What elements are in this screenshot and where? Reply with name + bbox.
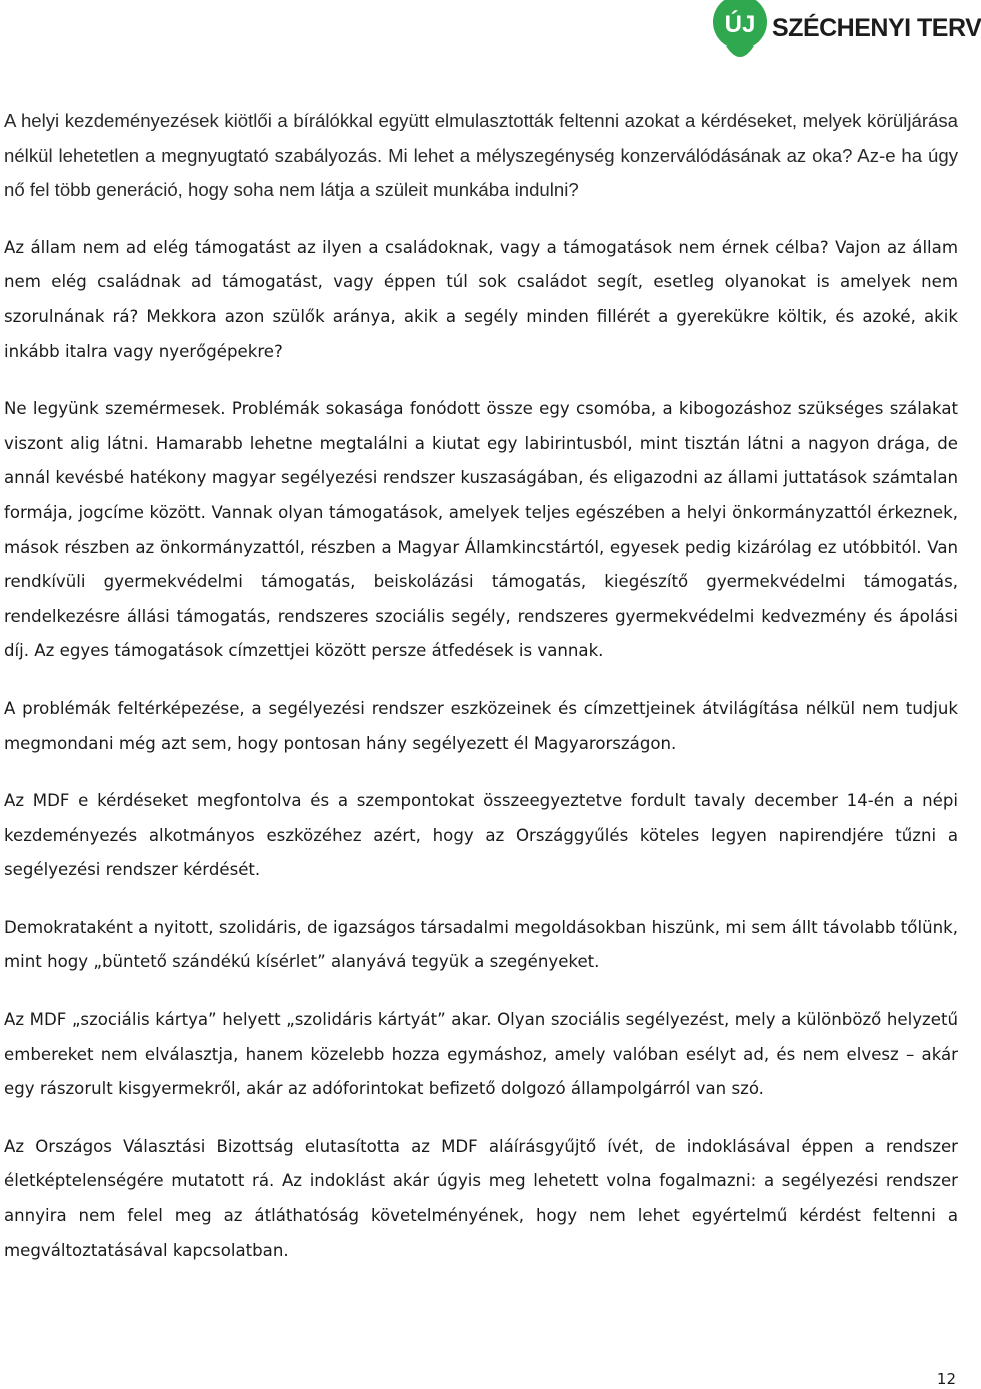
- page-number: 12: [936, 1370, 956, 1388]
- paragraph-2: Az állam nem ad elég támogatást az ilyen a családoknak, vagy a támogatások nem érnek célba? Vajon az állam nem elég családnak ad támogatást, vagy éppen túl sok családot segít, esetleg olyanokat is amelyek nem szorulnának rá? Mekkora azon szülők aránya, akik a segély minden fillérét a gyerekükre költik, és azoké, akik inkább italra vagy nyerőgépekre?: [4, 237, 958, 361]
- logo-text: SZÉCHENYI TERV: [772, 14, 981, 42]
- paragraph-8: Az Országos Választási Bizottság elutasította az MDF aláírásgyűjtő ívét, de indoklásával éppen a rendszer életképtelenségére mutatott rá. Az indoklást akár úgyis meg lehetett volna fogalmazni: a segélyezési rendszer annyira nem felel meg az átláthatóság követelményének, hogy nem lehet egyértelmű kérdést feltenni a megváltoztatásával kapcsolatban.: [4, 1136, 958, 1260]
- paragraph-6: Demokrataként a nyitott, szolidáris, de igazságos társadalmi megoldásokban hiszünk, mi sem állt távolabb tőlünk, mint hogy „büntető szándékú kísérlet” alanyává tegyük a szegényeket.: [4, 917, 958, 972]
- paragraph-3: Ne legyünk szemérmesek. Problémák sokasága fonódott össze egy csomóba, a kibogozáshoz szükséges szálakat viszont alig látni. Hamarabb lehetne megtalálni a kiutat egy labirintusból, mint tisztán látni a nagyon drága, de annál kevésbé hatékony magyar segélyezési rendszer kuszaságában, és eligazodni az állami juttatások számtalan formája, jogcíme között. Vannak olyan támogatások, amelyek teljes egészében a helyi önkormányzattól érkeznek, mások részben az önkormányzattól, részben a Magyar Államkincstártól, egyesek pedig kizárólag ez utóbbitól. Van rendkívüli gyermekvédelmi támogatás, beiskolázási támogatás, kiegészítő gyermekvédelmi támogatás, rendelkezésre állási támogatás, rendszeres szociális segély, rendszeres gyermekvédelmi kedvezmény és ápolási díj. Az egyes támogatások címzettjei között persze átfedések is vannak.: [4, 399, 958, 661]
- uj-logo-badge-icon: [712, 0, 768, 68]
- szechenyi-terv-logo: [712, 0, 981, 76]
- logo-prefix: ÚJ: [724, 11, 756, 38]
- paragraph-1: A helyi kezdeményezések kiötlői a bírálókkal együtt elmulasztották feltenni azokat a kérdéseket, melyek körüljárása nélkül lehetetlen a megnyugtató szabályozás. Mi lehet a mélyszegénység konzerválódásának az oka? Az-e ha úgy nő fel több generáció, hogy soha nem látja a szüleit munkába indulni?: [4, 110, 958, 201]
- paragraph-7: Az MDF „szociális kártya” helyett „szolidáris kártyát” akar. Olyan szociális segélyezést, mely a különböző helyzetű embereket nem elválasztja, hanem közelebb hozza egymáshoz, amely valóban esélyt ad, és nem elvesz – akár egy rászorult kisgyermekről, akár az adóforintokat befizető dolgozó állampolgárról van szó.: [4, 1010, 958, 1099]
- paragraph-5: Az MDF e kérdéseket megfontolva és a szempontokat összeegyeztetve fordult tavaly december 14-én a népi kezdeményezés alkotmányos eszközéhez azért, hogy az Országgyűlés köteles legyen napirendjére tűzni a segélyezési rendszer kérdését.: [4, 791, 958, 880]
- document-body: [4, 104, 958, 1291]
- paragraph-4: A problémák feltérképezése, a segélyezési rendszer eszközeinek és címzettjeinek átvilágítása nélkül nem tudjuk megmondani még azt sem, hogy pontosan hány segélyezett él Magyarországon.: [4, 698, 958, 753]
